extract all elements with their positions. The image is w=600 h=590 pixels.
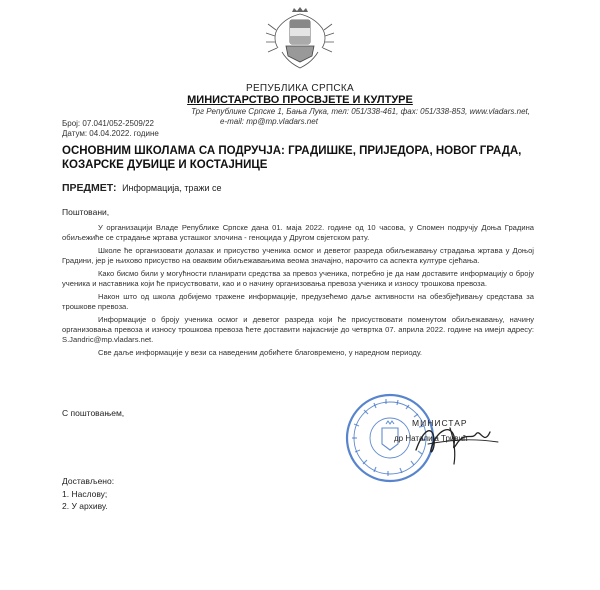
body-paragraph: Након што од школа добијемо тражене информације, предузећемо даље активности на обезбјеђивању средстава за трошкове превоза. (62, 292, 534, 311)
letter-body (62, 223, 534, 361)
body-paragraph: У организацији Владе Републике Српске дана 01. маја 2022. године од 10 часова, у Спомен подручју Доња Градина обиљежиће се страдање жртава усташког злочина - геноцида у Другом свјетском рату. (62, 223, 534, 242)
reference-date: Датум: 04.04.2022. године (62, 129, 159, 138)
delivery-item: 1. Наслову; (62, 489, 108, 499)
reference-number: Број: 07.041/052-2509/22 (62, 119, 154, 128)
subject-text: Информација, тражи се (122, 183, 222, 193)
body-paragraph: Све даље информације у вези са наведеним добићете благовремено, у наредном периоду. (98, 348, 422, 357)
signatory-name: др Наталија Тривић (394, 434, 468, 443)
handwritten-signature-icon (410, 420, 510, 466)
delivery-item: 2. У архиву. (62, 501, 108, 511)
salutation: Поштовани, (62, 207, 110, 217)
closing-line: С поштовањем, (62, 408, 125, 418)
signatory-title: МИНИСТАР (412, 418, 468, 428)
ministry-name: МИНИСТАРСТВО ПРОСВЈЕТЕ И КУЛТУРЕ (187, 94, 413, 106)
ministry-email: e-mail: mp@mp.vladars.net (220, 117, 318, 126)
ministry-address: Трг Републике Српске 1, Бања Лука, тел: 051/338-461, фах: 051/338-853, www.vladars.net, (191, 107, 530, 116)
delivery-label: Достављено: (62, 476, 115, 486)
coat-of-arms-icon (262, 6, 338, 76)
body-paragraph: Како бисмо били у могућности планирати средства за превоз ученика, потребно је да нам доставите информацију о броју ученика и наставника који ће присуствовати, као и о начину организовања превоза ученика и износу трошкова превоза. (62, 269, 534, 288)
delivery-list (62, 475, 114, 512)
subject-label: ПРЕДМЕТ: (62, 182, 117, 194)
recipient-heading: ОСНОВНИМ ШКОЛАМА СА ПОДРУЧЈА: ГРАДИШКЕ, ПРИЈЕДОРА, НОВОГ ГРАДА, КОЗАРСКЕ ДУБИЦЕ И КОСТАЈНИЦЕ (62, 145, 522, 171)
body-paragraph: Информације о броју ученика осмог и деветог разреда који ће присуствовати поменутом обиљежавању, начину организовања превоза и износу трошкова превоза ћете доставити најкасније до четвртка 07. априла 2022. године на имејл адресу: S.Jandric@mp.vladars.net. (62, 315, 534, 344)
body-paragraph: Школе ће организовати долазак и присуство ученика осмог и деветог разреда обиљежавању страдања жртава у Доњој Градини, јер је њихово присуство на оваквим обиљежавањима веома значајно, нарочито са аспекта културе сјећања. (62, 246, 534, 265)
republic-name: РЕПУБЛИКА СРПСКА (245, 83, 355, 94)
subject-line (62, 182, 222, 194)
